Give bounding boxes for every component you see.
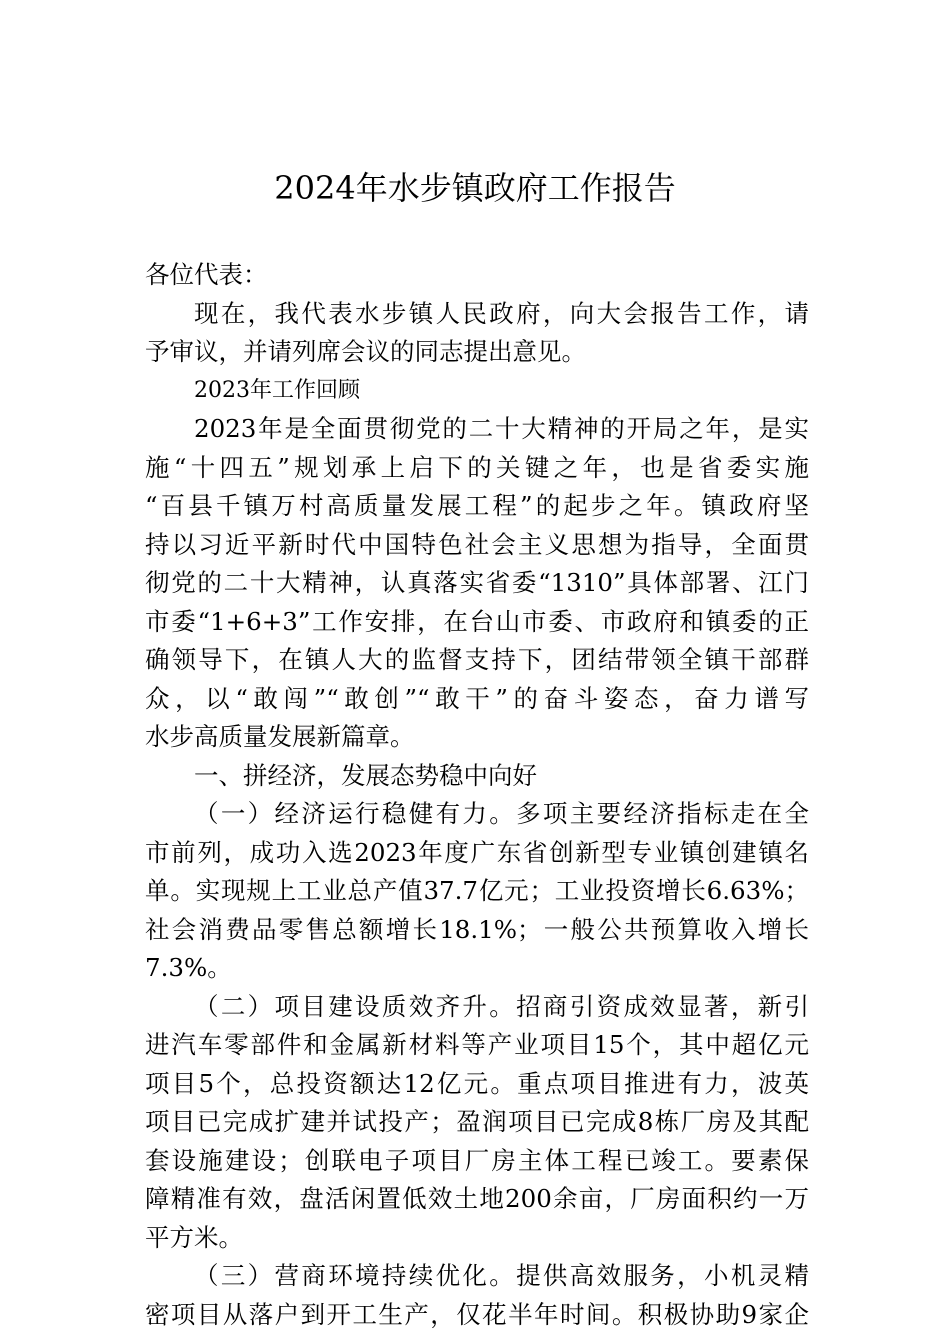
paragraph-line: 密项目从落户到开工生产，仅花半年时间。积极协助9家企 bbox=[145, 1299, 809, 1329]
paragraph-line: 进汽车零部件和金属新材料等产业项目15个，其中超亿元 bbox=[145, 1030, 809, 1059]
paragraph-line: 众，以“敢闯”“敢创”“敢干”的奋斗姿态，奋力谱写 bbox=[145, 683, 809, 713]
paragraph-line: （一）经济运行稳健有力。多项主要经济指标走在全 bbox=[194, 799, 809, 828]
paragraph-line: 持以习近平新时代中国特色社会主义思想为指导，全面贯 bbox=[145, 529, 809, 559]
paragraph-line: 障精准有效，盘活闲置低效土地200余亩，厂房面积约一万 bbox=[145, 1184, 809, 1213]
section-heading: 2023年工作回顾 bbox=[194, 377, 360, 403]
document-title: 2024年水步镇政府工作报告 bbox=[274, 169, 676, 207]
document-body bbox=[145, 256, 809, 1334]
paragraph-line: 市委“1+6+3”工作安排，在台山市委、市政府和镇委的正 bbox=[145, 606, 809, 636]
paragraph-line: 水步高质量发展新篇章。 bbox=[145, 722, 415, 751]
paragraph-line: 确领导下，在镇人大的监督支持下，团结带领全镇干部群 bbox=[145, 645, 809, 674]
paragraph-line: 7.3%。 bbox=[145, 953, 232, 982]
paragraph-line: 社会消费品零售总额增长18.1%；一般公共预算收入增长 bbox=[145, 914, 809, 944]
paragraph-line: 平方米。 bbox=[145, 1222, 243, 1252]
paragraph-line: （二）项目建设质效齐升。招商引资成效显著，新引 bbox=[194, 991, 809, 1021]
paragraph-line: 施“十四五”规划承上启下的关键之年，也是省委实施 bbox=[145, 452, 809, 482]
paragraph-line: 项目5个，总投资额达12亿元。重点项目推进有力，波英 bbox=[145, 1068, 809, 1098]
paragraph-line: 彻党的二十大精神，认真落实省委“1310”具体部署、江门 bbox=[145, 568, 809, 597]
paragraph-line: 予审议，并请列席会议的同志提出意见。 bbox=[145, 337, 586, 366]
paragraph-line: （三）营商环境持续优化。提供高效服务，小机灵精 bbox=[194, 1261, 809, 1290]
section-heading: 一、拼经济，发展态势稳中向好 bbox=[194, 760, 537, 790]
paragraph-line: 市前列，成功入选2023年度广东省创新型专业镇创建镇名 bbox=[145, 837, 809, 867]
paragraph-line: “百县千镇万村高质量发展工程”的起步之年。镇政府坚 bbox=[145, 491, 809, 520]
paragraph-line: 套设施建设；创联电子项目厂房主体工程已竣工。要素保 bbox=[145, 1145, 809, 1175]
paragraph-line: 项目已完成扩建并试投产；盈润项目已完成8栋厂房及其配 bbox=[145, 1107, 809, 1136]
paragraph-line: 现在，我代表水步镇人民政府，向大会报告工作，请 bbox=[194, 298, 809, 328]
paragraph-line: 单。实现规上工业总产值37.7亿元；工业投资增长6.63%； bbox=[145, 876, 809, 905]
salutation: 各位代表： bbox=[145, 260, 268, 289]
paragraph-line: 2023年是全面贯彻党的二十大精神的开局之年，是实 bbox=[194, 414, 809, 443]
